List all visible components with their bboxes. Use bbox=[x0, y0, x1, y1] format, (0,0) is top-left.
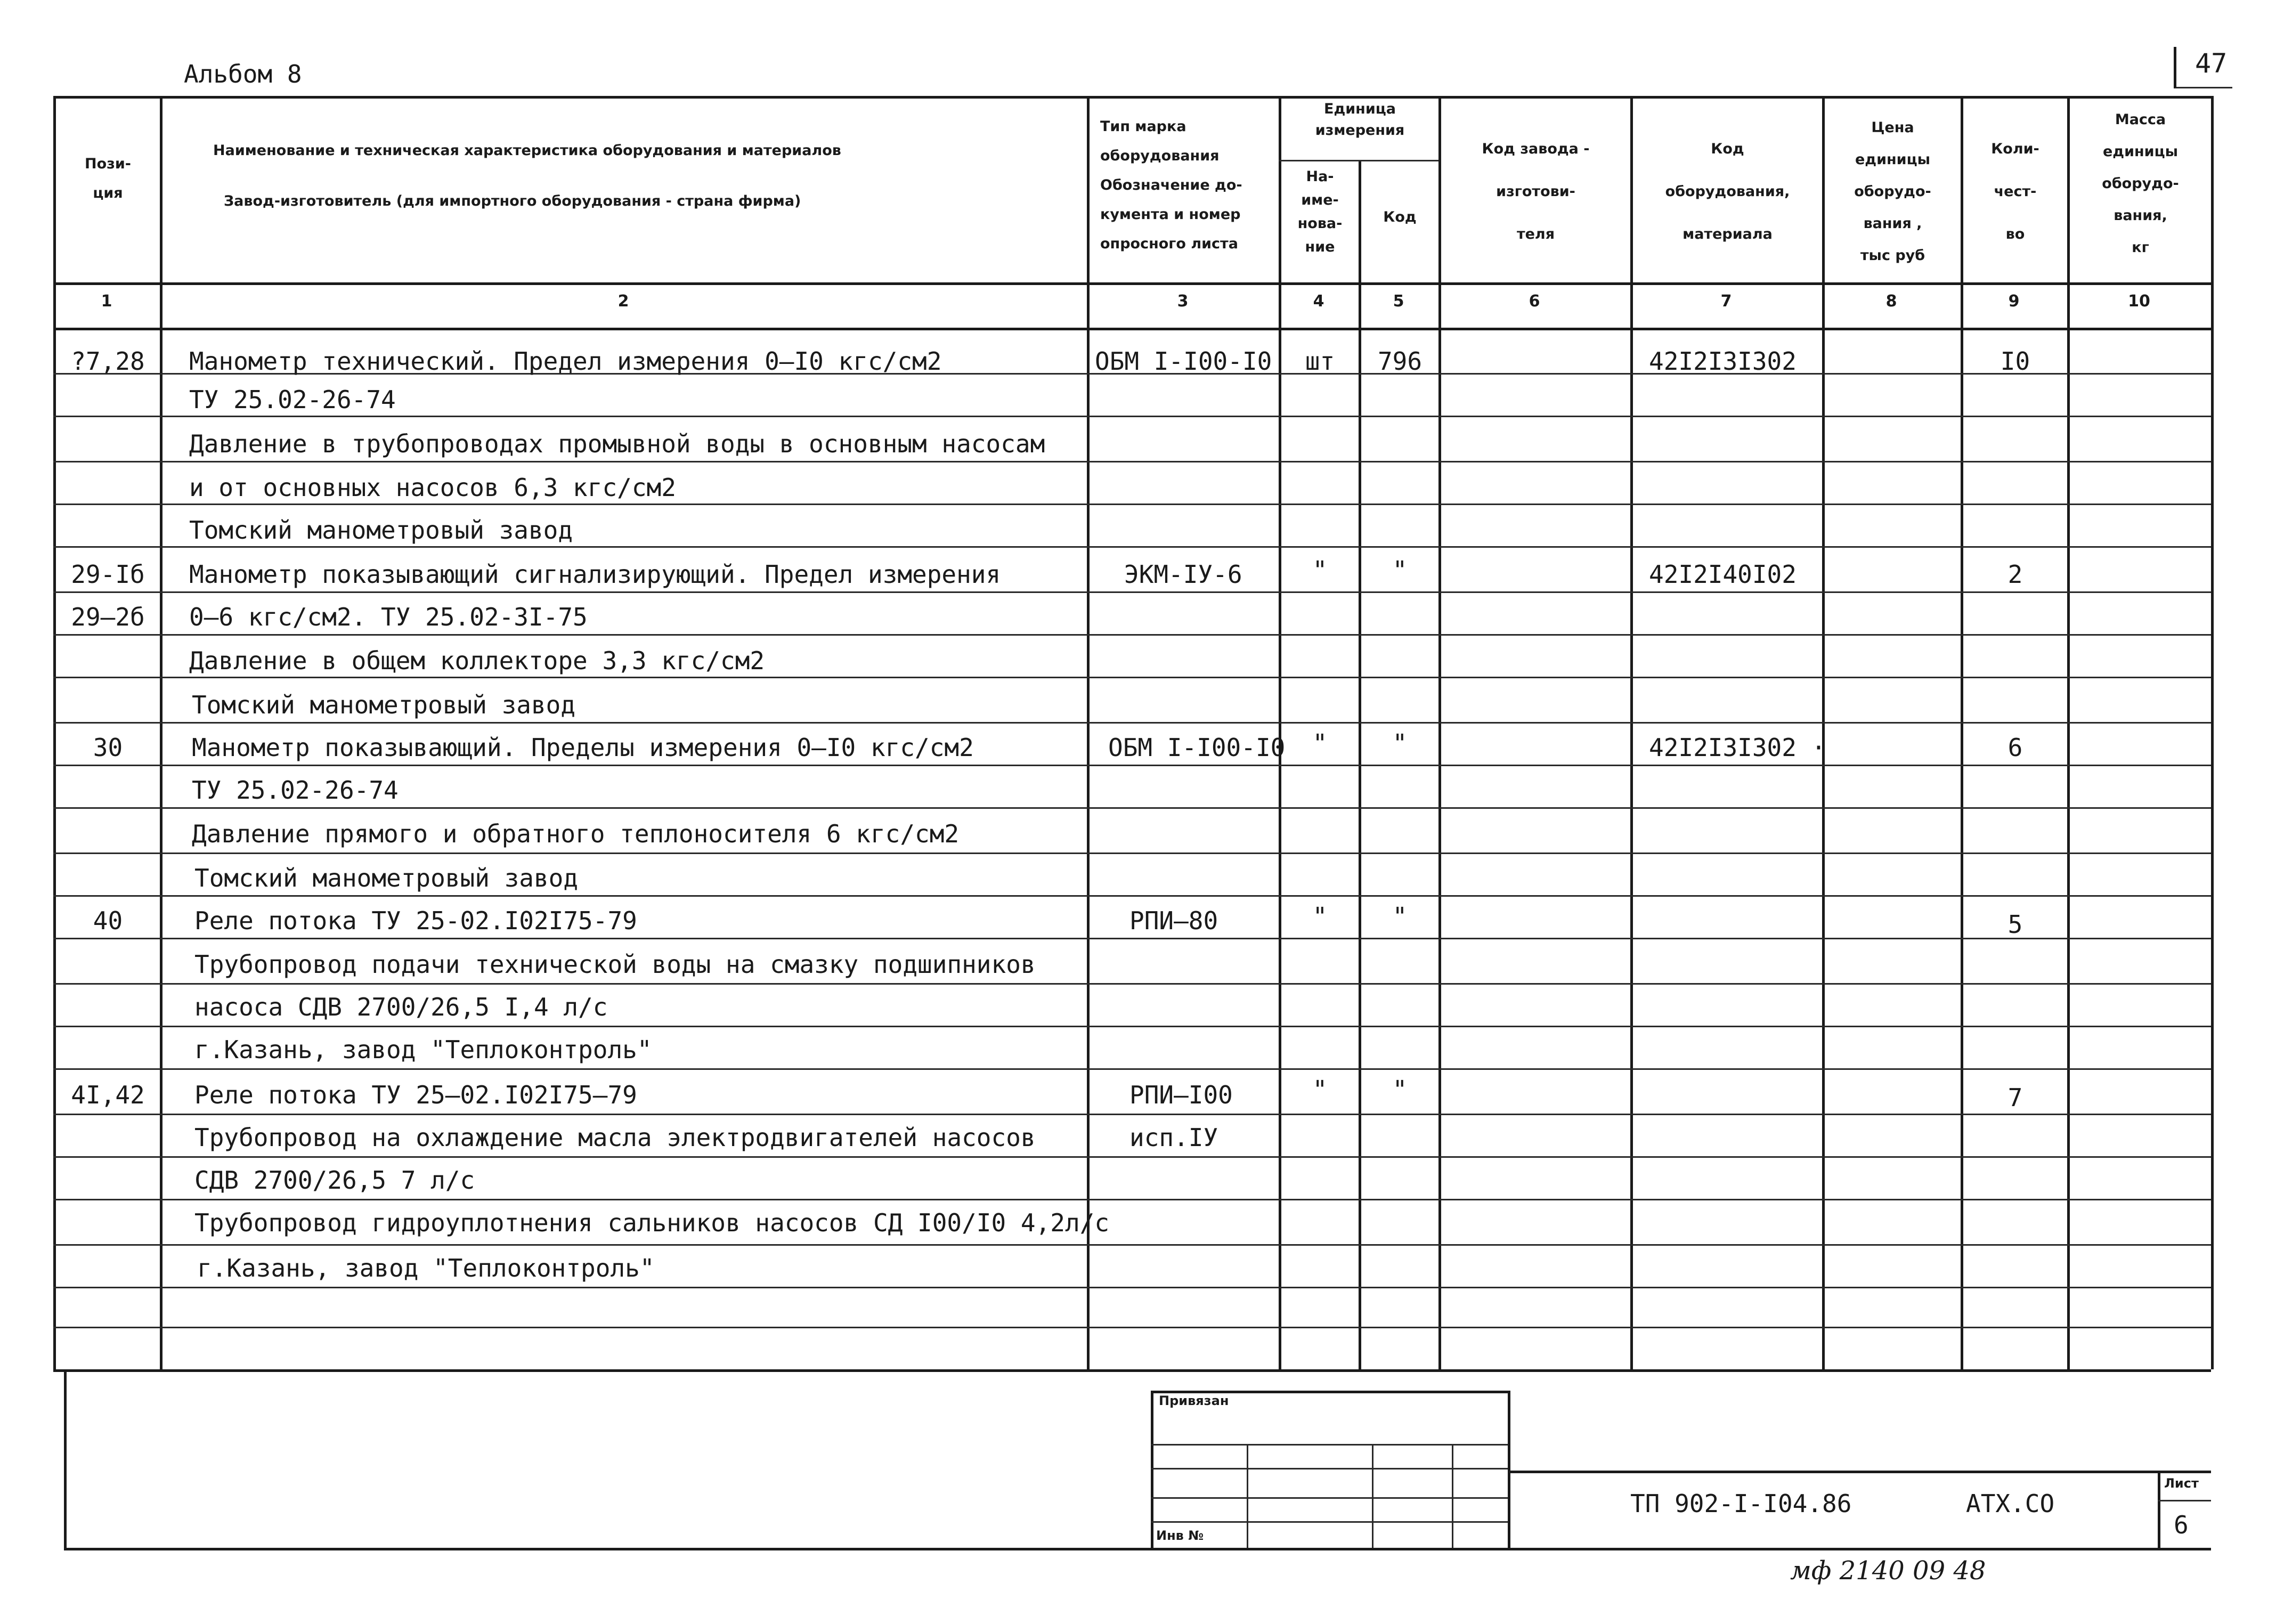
row-quantity: I0 bbox=[2000, 347, 2030, 376]
footer-handwritten-note: мф 2140 09 48 bbox=[1790, 1556, 1986, 1586]
row-equipment-code: 42I2I3I302 bbox=[1649, 347, 1797, 376]
row-quantity: 2 bbox=[2007, 560, 2023, 589]
column-number: 7 bbox=[1720, 292, 1732, 311]
header-unit-group: Единица измерения bbox=[1315, 101, 1405, 139]
row-unit-code: " bbox=[1392, 902, 1408, 931]
row-description: насоса СДВ 2700/26,5 I,4 л/с bbox=[194, 993, 608, 1021]
row-description: г.Казань, завод "Теплоконтроль" bbox=[194, 1035, 652, 1064]
row-equipment-code: 42I2I40I02 bbox=[1649, 560, 1797, 589]
header-type: Тип марка оборудования Обозначение до- кумента и номер опросного листа bbox=[1100, 118, 1242, 252]
header-price: Цена единицы оборудо- вания , тыс руб bbox=[1854, 119, 1931, 264]
row-description: Трубопровод гидроуплотнения сальников насосов СД I00/I0 4,2л/с bbox=[194, 1208, 1110, 1237]
row-unit-code: " bbox=[1392, 1075, 1408, 1104]
row-description: г.Казань, завод "Теплоконтроль" bbox=[197, 1254, 655, 1282]
row-quantity: 5 bbox=[2007, 910, 2023, 939]
row-position: 40 bbox=[93, 906, 123, 935]
row-position: 29-Iб bbox=[71, 560, 145, 589]
column-number: 2 bbox=[617, 292, 629, 311]
header-unit-name: На- име- нова- ние bbox=[1297, 168, 1343, 255]
row-position: 30 bbox=[93, 733, 123, 762]
row-description: и от основных насосов 6,3 кгс/см2 bbox=[189, 473, 676, 502]
header-name-line1: Наименование и техническая характеристика оборудования и материалов bbox=[213, 142, 841, 159]
header-equipment-code: Код оборудования, материала bbox=[1665, 141, 1790, 242]
row-description: Реле потока ТУ 25–02.I02I75–79 bbox=[194, 1081, 637, 1109]
row-unit-name: " bbox=[1312, 1075, 1328, 1104]
header-factory-code: Код завода - изготови- теля bbox=[1482, 141, 1590, 242]
row-description: Давление прямого и обратного теплоносителя 6 кгс/см2 bbox=[192, 819, 960, 848]
row-description: 0–6 кгс/см2. ТУ 25.02-3I-75 bbox=[189, 603, 588, 631]
drawing-code: АТХ.СО bbox=[1966, 1489, 2055, 1518]
column-number: 1 bbox=[101, 292, 112, 311]
row-position: 29–2б bbox=[71, 603, 145, 631]
sheet-number: 6 bbox=[2174, 1511, 2189, 1539]
row-type: РПИ–80 bbox=[1129, 906, 1218, 935]
album-label: Альбом 8 bbox=[184, 60, 302, 88]
row-position: 4I,42 bbox=[71, 1081, 145, 1109]
row-unit-code: " bbox=[1392, 729, 1408, 758]
column-number: 10 bbox=[2128, 292, 2150, 311]
row-description: СДВ 2700/26,5 7 л/с bbox=[194, 1166, 475, 1195]
column-number: 4 bbox=[1313, 292, 1324, 311]
header-quantity: Коли- чест- во bbox=[1991, 141, 2039, 242]
row-position: ?7,28 bbox=[71, 347, 145, 376]
header-position: Пози- ция bbox=[85, 156, 131, 201]
column-number: 8 bbox=[1885, 292, 1897, 311]
row-description: Манометр технический. Предел измерения 0–I0 кгс/см2 bbox=[189, 347, 942, 376]
row-equipment-code: 42I2I3I302 · bbox=[1649, 733, 1826, 762]
row-unit-name: " bbox=[1312, 729, 1328, 758]
row-description: Томский манометровый завод bbox=[189, 516, 573, 545]
row-unit-name: " bbox=[1312, 556, 1328, 584]
row-unit-name: шт bbox=[1305, 347, 1335, 376]
column-number: 3 bbox=[1177, 292, 1189, 311]
row-unit-code: " bbox=[1392, 556, 1408, 584]
sheet-label: Лист bbox=[2164, 1476, 2199, 1491]
row-quantity: 7 bbox=[2007, 1083, 2023, 1112]
column-number: 6 bbox=[1529, 292, 1540, 311]
header-unit-code: Код bbox=[1383, 209, 1417, 225]
row-type: ОБМ I-I00-I0 bbox=[1095, 347, 1272, 376]
row-description: Томский манометровый завод bbox=[192, 691, 576, 719]
drawing-designation: ТП 902-I-I04.86 bbox=[1630, 1489, 1852, 1518]
row-description: ТУ 25.02-26-74 bbox=[192, 776, 399, 805]
header-mass: Масса единицы оборудо- вания, кг bbox=[2102, 111, 2179, 256]
row-description: Давление в общем коллекторе 3,3 кгс/см2 bbox=[189, 646, 765, 675]
stamp-inv-no: Инв № bbox=[1156, 1528, 1204, 1543]
row-type: РПИ–I00 bbox=[1129, 1081, 1233, 1109]
row-type: ЭКМ-IУ-6 bbox=[1124, 560, 1242, 589]
row-unit-code: 796 bbox=[1377, 347, 1423, 376]
row-description: Реле потока ТУ 25-02.I02I75-79 bbox=[194, 906, 637, 935]
row-description: Трубопровод подачи технической воды на смазку подшипников bbox=[194, 950, 1036, 979]
row-unit-name: " bbox=[1312, 902, 1328, 931]
row-description: Манометр показывающий сигнализирующий. Предел измерения bbox=[189, 560, 1001, 589]
row-type: ОБМ I-I00-I0 bbox=[1108, 733, 1286, 762]
sheet-top-number: 47 bbox=[2195, 48, 2228, 79]
column-number: 5 bbox=[1393, 292, 1404, 311]
row-description: Томский манометровый завод bbox=[194, 864, 579, 892]
row-description: Давление в трубопроводах промывной воды в основным насосам bbox=[189, 429, 1045, 458]
column-number: 9 bbox=[2008, 292, 2020, 311]
stamp-privyazan: Привязан bbox=[1159, 1393, 1229, 1408]
row-description: Трубопровод на охлаждение масла электродвигателей насосов bbox=[194, 1123, 1036, 1152]
header-name-line2: Завод-изготовитель (для импортного оборудования - страна фирма) bbox=[224, 193, 801, 209]
row-description: ТУ 25.02-26-74 bbox=[189, 385, 396, 414]
row-description: Манометр показывающий. Пределы измерения 0–I0 кгс/см2 bbox=[192, 733, 974, 762]
row-type: исп.IУ bbox=[1129, 1123, 1218, 1152]
row-quantity: 6 bbox=[2007, 733, 2023, 762]
